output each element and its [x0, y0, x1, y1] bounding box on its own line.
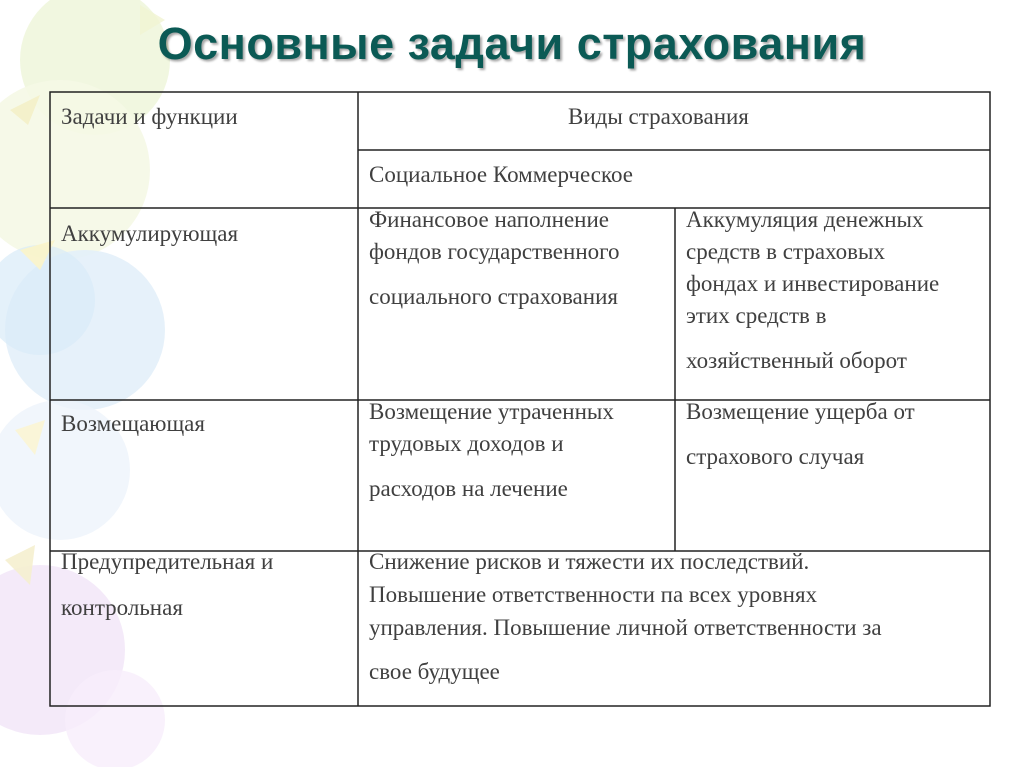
slide-title: Основные задачи страхования	[157, 18, 867, 69]
row-preventive-merged-line: Снижение рисков и тяжести их последствий.	[369, 549, 810, 574]
row-compensating-social-line: трудовых доходов и	[369, 431, 564, 456]
row-compensating-social-line: Возмещение утраченных	[369, 399, 614, 424]
row-preventive-merged-line: Повышение ответственности па всех уровнях	[369, 582, 818, 607]
row-preventive-name-line: контрольная	[61, 595, 183, 620]
row-accumulating-commercial-line: этих средств в	[686, 303, 827, 328]
row-preventive-merged-line: свое будущее	[369, 659, 500, 684]
row-accumulating-social-line: Финансовое наполнение	[369, 207, 609, 232]
row-accumulating-commercial-line: Аккумуляция денежных	[686, 207, 924, 232]
row-accumulating-commercial-line: хозяйственный оборот	[686, 348, 907, 373]
row-compensating-commercial-line: страхового случая	[686, 444, 865, 469]
header-subtypes: Социальное Коммерческое	[369, 162, 633, 187]
row-accumulating-social-line: фондов государственного	[369, 239, 620, 264]
row-compensating-social-line: расходов на лечение	[369, 476, 568, 501]
row-preventive-name-line: Предупредительная и	[61, 549, 274, 574]
row-accumulating-name: Аккумулирующая	[61, 221, 239, 246]
row-compensating-commercial-line: Возмещение ущерба от	[686, 399, 915, 424]
row-compensating-name: Возмещающая	[61, 411, 205, 436]
row-accumulating-commercial-line: средств в страховых	[686, 239, 885, 264]
row-accumulating-social-line: социального страхования	[369, 284, 618, 309]
header-types: Виды страхования	[568, 104, 749, 129]
row-preventive-merged-line: управления. Повышение личной ответственности за	[369, 615, 882, 640]
row-accumulating-commercial-line: фондах и инвестирование	[686, 271, 940, 296]
header-tasks: Задачи и функции	[61, 104, 238, 129]
